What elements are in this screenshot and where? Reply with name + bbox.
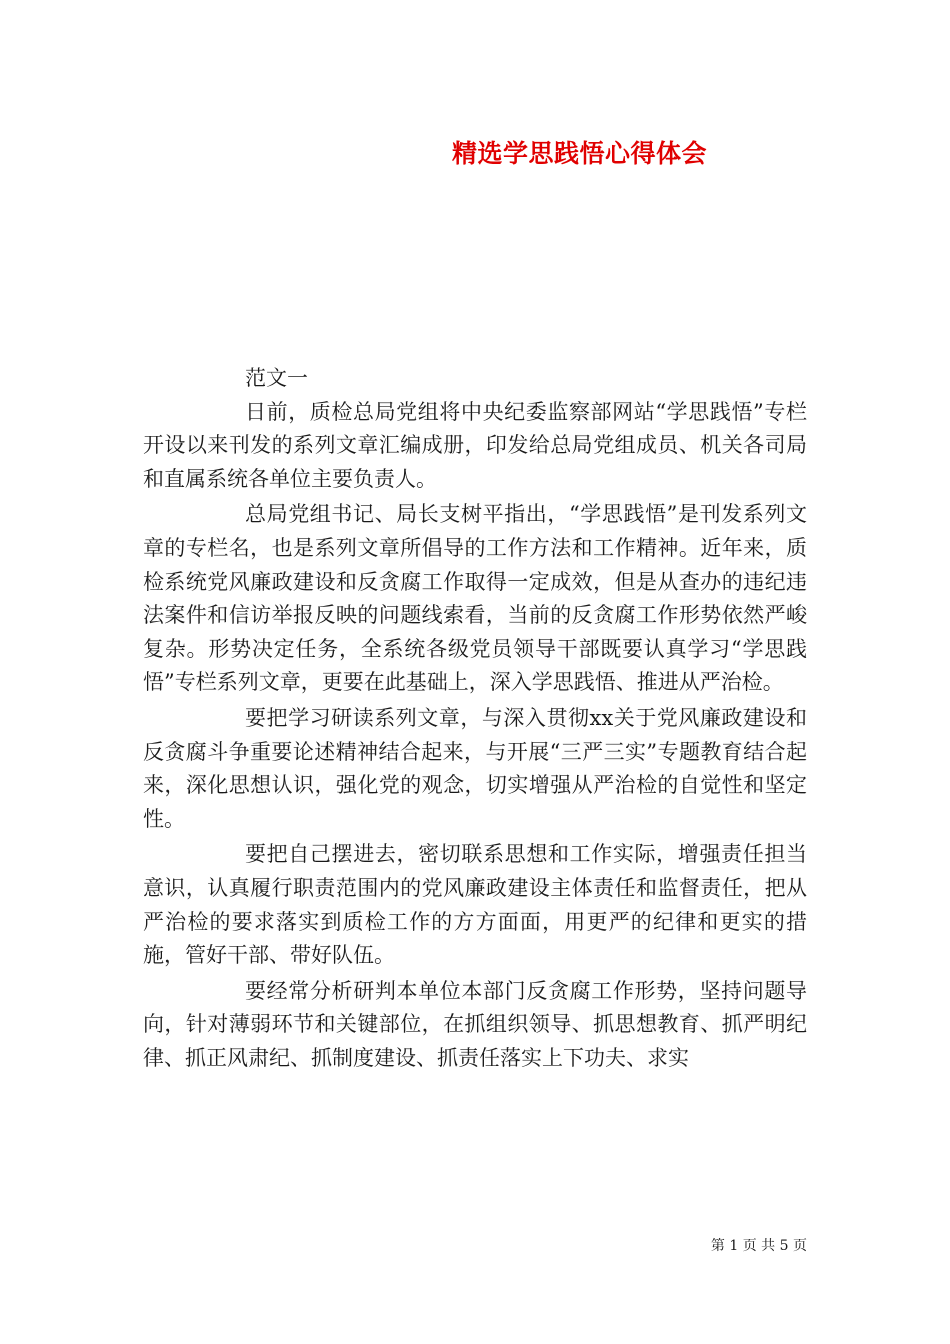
document-title: 精选学思践悟心得体会 [452,139,708,168]
paragraph-3: 要把学习研读系列文章，与深入贯彻xx关于党风廉政建设和反贪腐斗争重要论述精神结合起来，与开展“三严三实”专题教育结合起来，深化思想认识，强化党的观念，切实增强从严治检的自觉性和坚定性。 [143,705,807,831]
paragraph-4: 要把自己摆进去，密切联系思想和工作实际，增强责任担当意识，认真履行职责范围内的党风廉政建设主体责任和监督责任，把从严治检的要求落实到质检工作的方方面面，用更严的纪律和更实的措施，管好干部、带好队伍。 [143,842,807,968]
paragraph-1: 日前，质检总局党组将中央纪委监察部网站“学思践悟”专栏开设以来刊发的系列文章汇编成册，印发给总局党组成员、机关各司局和直属系统各单位主要负责人。 [143,399,807,491]
section-heading: 范文一 [245,366,308,390]
page-indicator: 第 1 页 共 5 页 [710,1238,807,1254]
document-body [143,362,807,1077]
paragraph-2: 总局党组书记、局长支树平指出，“学思践悟”是刊发系列文章的专栏名，也是系列文章所倡导的工作方法和工作精神。近年来，质检系统党风廉政建设和反贪腐工作取得一定成效，但是从查办的违纪违法案件和信访举报反映的问题线索看，当前的反贪腐工作形势依然严峻复杂。形势决定任务，全系统各级党员领导干部既要认真学习“学思践悟”专栏系列文章，更要在此基础上，深入学思践悟、推进从严治检。 [143,502,807,695]
paragraph-5: 要经常分析研判本单位本部门反贪腐工作形势，坚持问题导向，针对薄弱环节和关键部位，在抓组织领导、抓思想教育、抓严明纪律、抓正风肃纪、抓制度建设、抓责任落实上下功夫、求实 [143,978,807,1070]
